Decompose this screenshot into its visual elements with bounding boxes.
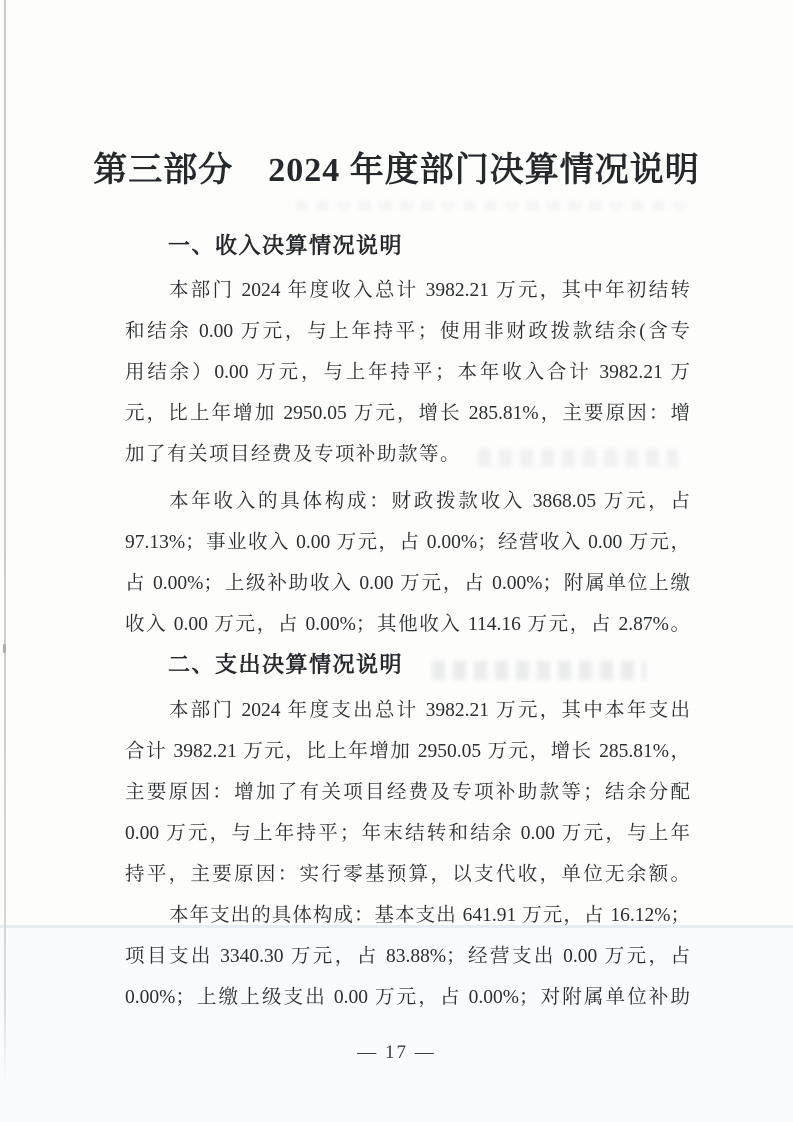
section-1-paragraph-1 <box>125 270 690 475</box>
text-line: 项目支出 3340.30 万元，占 83.88%；经营支出 0.00 万元，占 <box>125 946 690 967</box>
text-line: 0.00%；上缴上级支出 0.00 万元，占 0.00%；对附属单位补助 <box>125 987 690 1008</box>
section-2-heading: 二、支出决算情况说明 <box>168 652 404 677</box>
text-line: 0.00 万元，与上年持平；年末结转和结余 0.00 万元，与上年 <box>125 823 690 844</box>
text-line: 主要原因：增加了有关项目经费及专项补助款等；结余分配 <box>125 782 690 803</box>
section-1-heading: 一、收入决算情况说明 <box>168 233 404 258</box>
section-2-paragraph-1 <box>125 690 690 895</box>
document-title: 第三部分 2024 年度部门决算情况说明 <box>93 152 700 189</box>
text-line: 合计 3982.21 万元，比上年增加 2950.05 万元，增长 285.81%， <box>125 741 690 762</box>
text-line: 收入 0.00 万元，占 0.00%；其他收入 114.16 万元，占 2.87%。 <box>125 614 690 635</box>
text-line: 97.13%；事业收入 0.00 万元，占 0.00%；经营收入 0.00 万元， <box>125 532 690 553</box>
scan-bleedthrough-artifact <box>295 201 685 210</box>
text-line: 本部门 2024 年度支出总计 3982.21 万元，其中本年支出 <box>169 700 690 721</box>
scan-edge-mark <box>3 644 6 653</box>
section-2-paragraph-2 <box>125 895 690 1018</box>
section-1-paragraph-2 <box>125 481 690 645</box>
text-line: 本年支出的具体构成：基本支出 641.91 万元，占 16.12%； <box>169 905 690 926</box>
text-line: 加了有关项目经费及专项补助款等。 <box>125 444 462 465</box>
text-line: 和结余 0.00 万元，与上年持平；使用非财政拨款结余(含专 <box>125 321 690 342</box>
text-line: 用结余）0.00 万元，与上年持平；本年收入合计 3982.21 万 <box>125 362 690 383</box>
text-line: 占 0.00%；上级补助收入 0.00 万元，占 0.00%；附属单位上缴 <box>125 573 690 594</box>
text-line: 本年收入的具体构成：财政拨款收入 3868.05 万元，占 <box>169 491 690 512</box>
text-line: 本部门 2024 年度收入总计 3982.21 万元，其中年初结转 <box>169 280 690 301</box>
text-line: 元，比上年增加 2950.05 万元，增长 285.81%，主要原因：增 <box>125 403 690 424</box>
page-number: — 17 — <box>357 1042 436 1063</box>
text-line: 持平，主要原因：实行零基预算，以支代收，单位无余额。 <box>125 864 690 885</box>
